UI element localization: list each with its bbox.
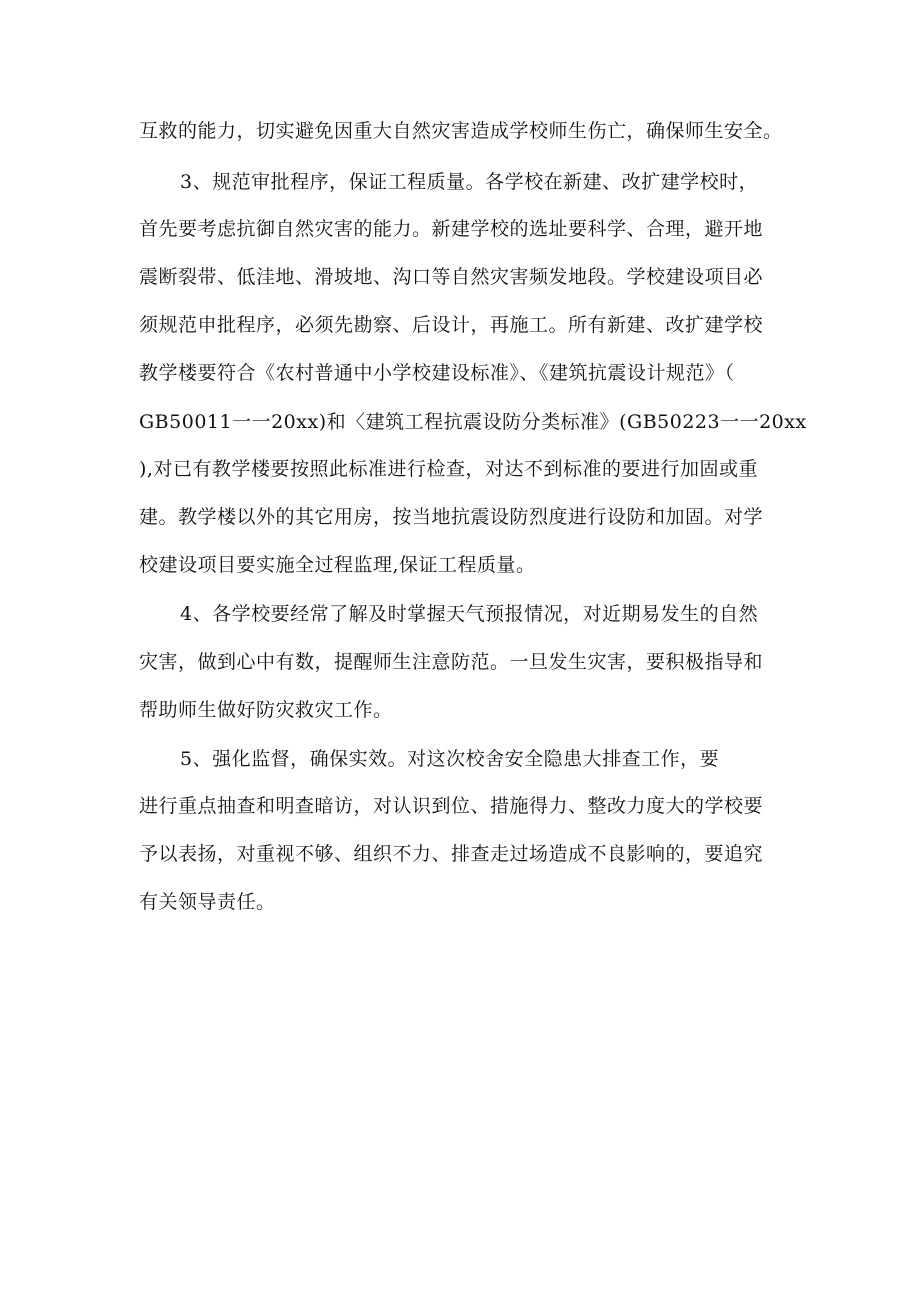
paragraph-4-start: 4、各学校要经常了解及时掌握天气预报情况，对近期易发生的自然 [180,603,759,625]
text-line: 灾害，做到心中有数，提醒师生注意防范。一旦发生灾害，要积极指导和 [139,651,764,673]
text-line: 互救的能力，切实避免因重大自然灾害造成学校师生伤亡，确保师生安全。 [139,120,783,142]
text-line: 首先要考虑抗御自然灾害的能力。新建学校的选址要科学、合理，避开地 [139,218,764,240]
text-line: 进行重点抽查和明查暗访，对认识到位、措施得力、整改力度大的学校要 [139,795,764,817]
text-line: 校建设项目要实施全过程监理,保证工程质量。 [139,554,536,576]
text-line: 予以表扬，对重视不够、组织不力、排查走过场造成不良影响的，要追究 [139,843,764,865]
text-line: 须规范申批程序，必须先勘察、后设计，再施工。所有新建、改扩建学校 [139,314,764,336]
text-line: 有关领导责任。 [139,891,276,913]
text-line: ),对已有教学楼要按照此标准进行检查，对达不到标准的要进行加固或重 [139,458,758,480]
text-line: 建。教学楼以外的其它用房，按当地抗震设防烈度进行设防和加固。对学 [139,506,764,528]
paragraph-3-start: 3、规范审批程序，保证工程质量。各学校在新建、改扩建学校时， [180,171,759,193]
text-line: 震断裂带、低洼地、滑坡地、沟口等自然灾害频发地段。学校建设项目必 [139,266,764,288]
text-line: 帮助师生做好防灾救灾工作。 [139,699,393,721]
paragraph-5-start: 5、强化监督，确保实效。对这次校舍安全隐患大排查工作，要 [180,748,720,770]
text-line: 教学楼要符合《农村普通中小学校建设标准》、《建筑抗震设计规范》（ [139,362,735,384]
text-line: GB50011一一20xx)和〈建筑工程抗震设防分类标准》(GB50223一一20xx [139,411,807,433]
